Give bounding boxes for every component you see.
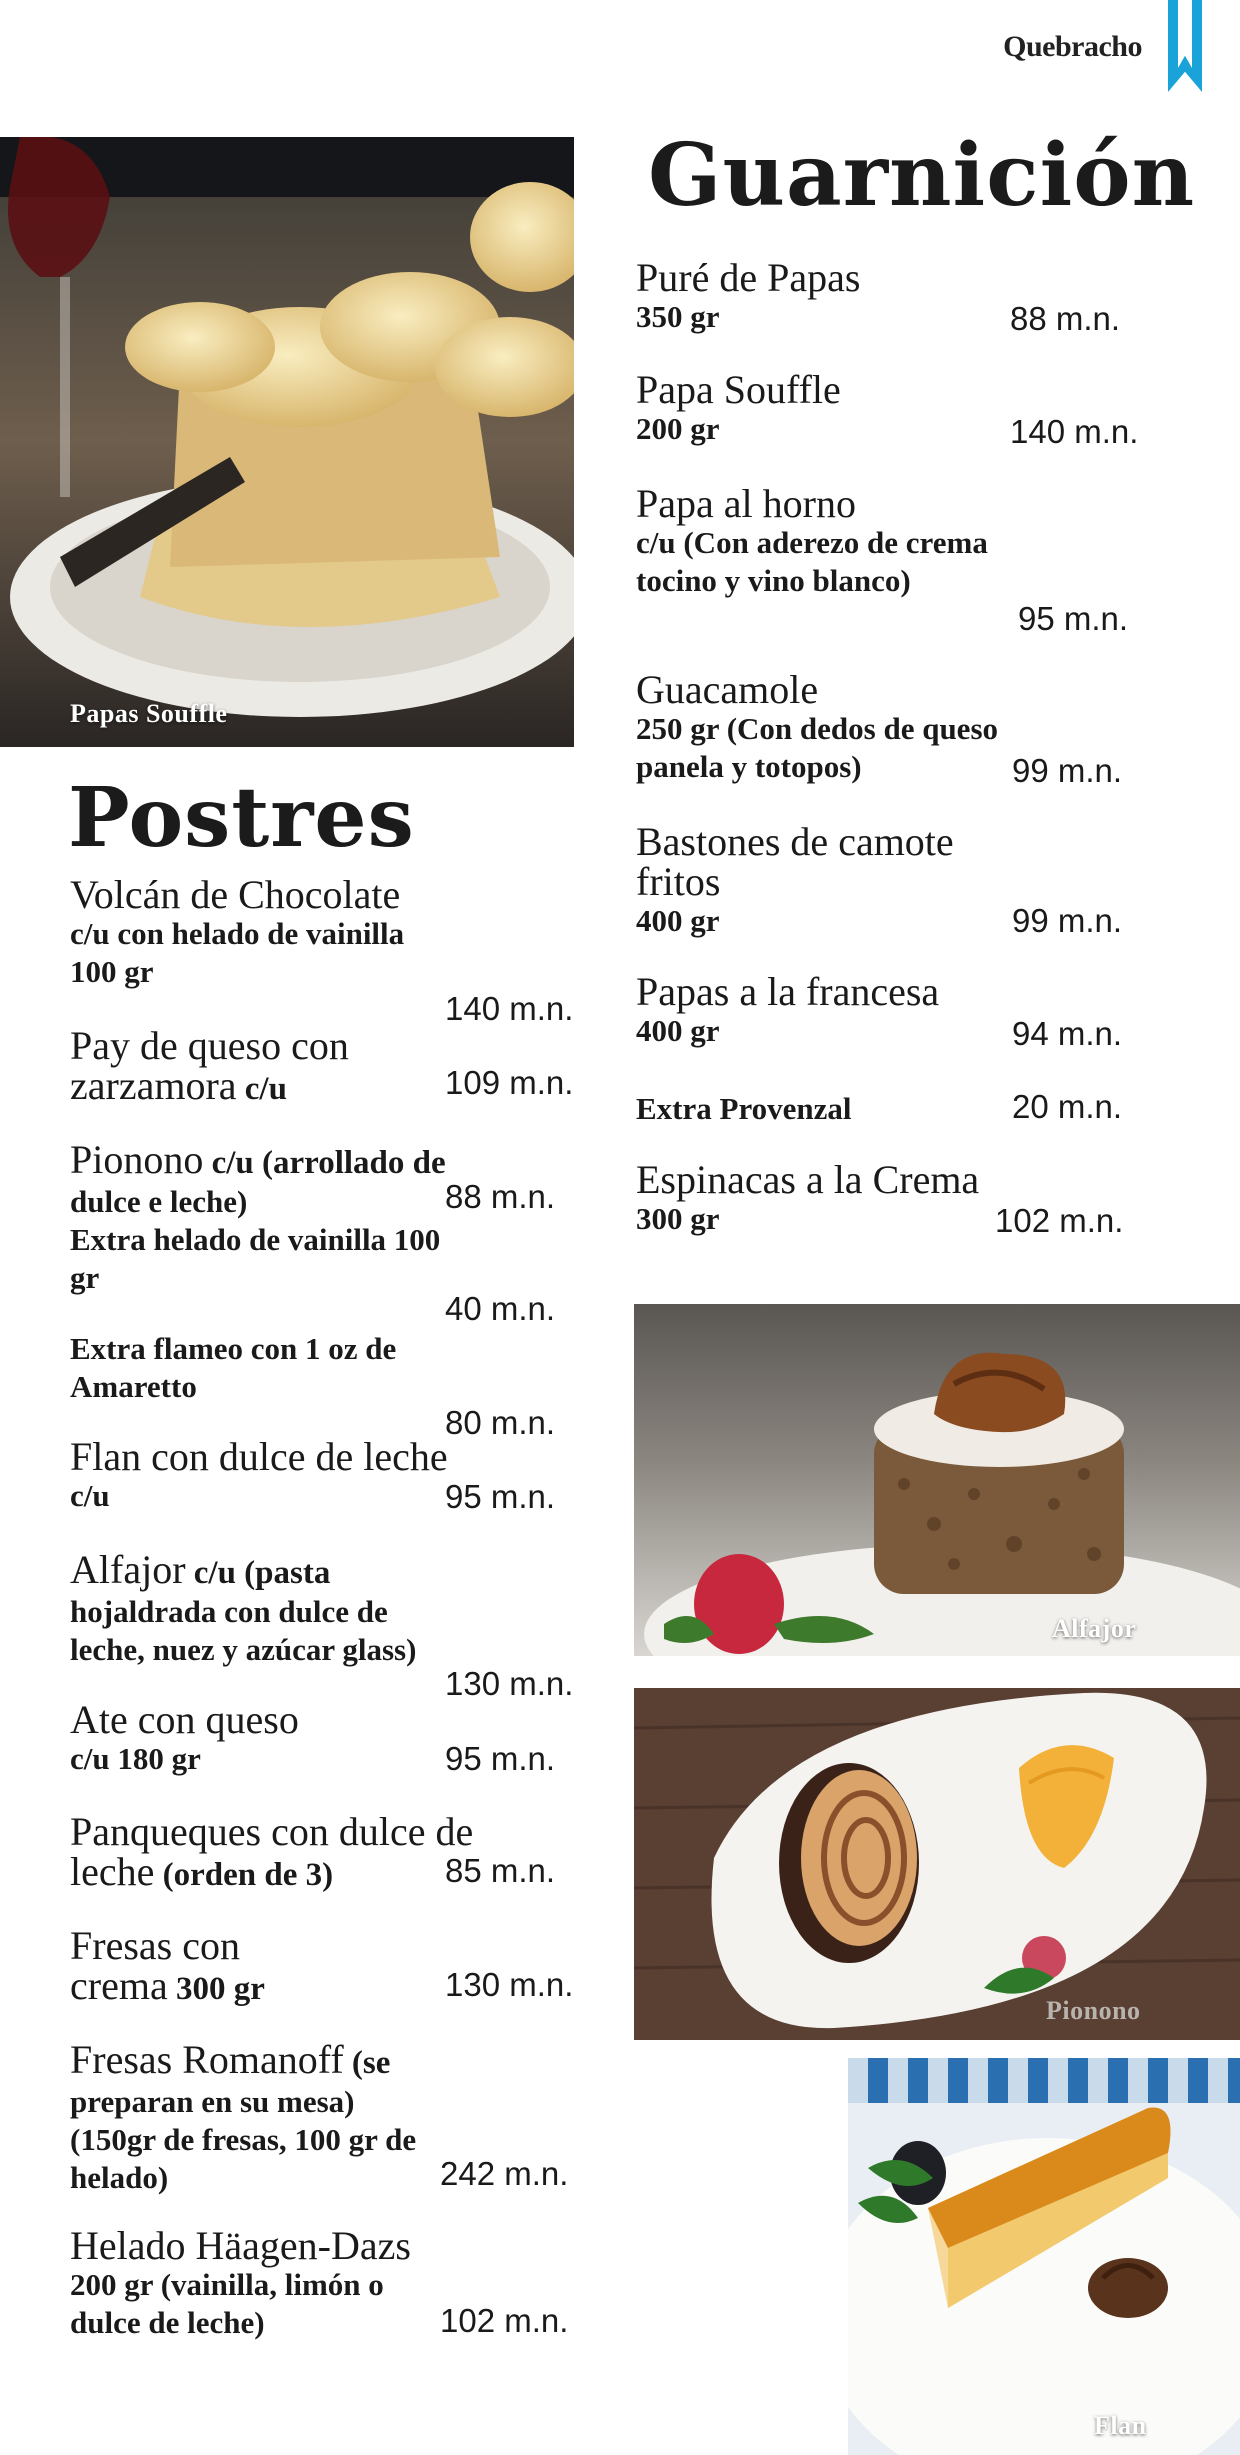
item-price: 102 m.n.: [995, 1202, 1124, 1239]
item-price: 80 m.n.: [445, 1404, 556, 1441]
item-desc: (150gr de fresas, 100 gr de: [70, 2122, 417, 2157]
item-desc: Extra Provenzal: [636, 1091, 852, 1126]
flan-caption: Flan: [1094, 2411, 1147, 2440]
item-name: leche: [70, 1849, 155, 1894]
flan-photo: [848, 2058, 1240, 2455]
menu-item: [636, 1090, 852, 1128]
item-price: 242 m.n.: [440, 2155, 569, 2192]
item-price: 99 m.n.: [1012, 752, 1123, 789]
item-desc: tocino y vino blanco): [636, 563, 911, 598]
brand-name: Quebracho: [1003, 30, 1142, 63]
item-desc: c/u (Con aderezo de crema: [636, 525, 988, 560]
item-name: Papa Souffle: [636, 367, 841, 412]
pionono-photo: [634, 1688, 1240, 2040]
menu-item: [70, 872, 405, 991]
item-price: 88 m.n.: [1010, 300, 1121, 337]
item-name: Papa al horno: [636, 481, 856, 526]
item-price: 130 m.n.: [445, 1665, 574, 1702]
item-desc: panela y totopos): [636, 749, 862, 784]
menu-item: [70, 1697, 299, 1778]
item-name: Papas a la francesa: [636, 969, 940, 1014]
item-desc: Extra helado de vainilla 100: [70, 1222, 441, 1257]
item-desc: c/u: [236, 1071, 287, 1107]
menu-item: [70, 1023, 349, 1109]
menu-item: [70, 1137, 446, 1297]
item-price: 94 m.n.: [1012, 1015, 1123, 1052]
pionono-caption: Pionono: [1046, 1996, 1141, 2025]
item-desc: helado): [70, 2160, 169, 2195]
item-name: Espinacas a la Crema: [636, 1157, 980, 1202]
alfajor-caption: Alfajor: [1052, 1614, 1137, 1643]
guarnicion-title: Guarnición: [648, 125, 1196, 226]
item-desc: c/u con helado de vainilla: [70, 916, 405, 951]
item-price: 99 m.n.: [1012, 902, 1123, 939]
item-name: Alfajor: [70, 1547, 186, 1592]
item-price: 140 m.n.: [1010, 413, 1139, 450]
papas-souffle-caption: Papas Souffle: [70, 699, 228, 728]
menu-item: [70, 1434, 448, 1515]
item-price: 102 m.n.: [440, 2302, 569, 2339]
menu-item: [636, 367, 841, 448]
item-price: 20 m.n.: [1012, 1088, 1123, 1125]
menu-item: [70, 1809, 474, 1895]
menu-item: [636, 667, 999, 786]
menu-item: [636, 969, 940, 1050]
item-name: Pionono: [70, 1137, 204, 1182]
menu-item: [636, 1157, 980, 1238]
item-desc: Amaretto: [70, 1369, 197, 1404]
item-desc: c/u 180 gr: [70, 1741, 201, 1776]
item-price: 95 m.n.: [445, 1740, 556, 1777]
item-name: Panqueques con dulce de: [70, 1809, 474, 1854]
item-name: Bastones de camote: [636, 819, 954, 864]
item-name: Guacamole: [636, 667, 819, 712]
item-desc: preparan en su mesa): [70, 2084, 355, 2119]
papas-souffle-photo: [0, 137, 574, 747]
item-price: 130 m.n.: [445, 1966, 574, 2003]
item-desc: 200 gr (vainilla, limón o: [70, 2267, 384, 2302]
menu-item: [636, 481, 988, 600]
item-desc: gr: [70, 1260, 100, 1295]
item-desc: 300 gr: [636, 1201, 720, 1236]
bookmark-ribbon-icon: [1168, 0, 1202, 92]
item-desc: 100 gr: [70, 954, 154, 989]
menu-item: [70, 1547, 417, 1669]
item-price: 95 m.n.: [445, 1478, 556, 1515]
item-desc: 400 gr: [636, 903, 720, 938]
item-name: Puré de Papas: [636, 255, 861, 300]
menu-item: [636, 819, 954, 940]
postres-title: Postres: [68, 770, 415, 866]
item-price: 109 m.n.: [445, 1064, 574, 1101]
item-price: 85 m.n.: [445, 1852, 556, 1889]
item-desc: hojaldrada con dulce de: [70, 1594, 388, 1629]
item-price: 40 m.n.: [445, 1290, 556, 1327]
menu-item: [70, 1923, 265, 2009]
item-desc: c/u: [70, 1478, 110, 1513]
item-name: crema: [70, 1963, 168, 2008]
item-name: zarzamora: [70, 1063, 237, 1108]
menu-item: [70, 2223, 411, 2342]
item-name: Helado Häagen-Dazs: [70, 2223, 411, 2268]
menu-item: [70, 2037, 417, 2197]
item-name: Flan con dulce de leche: [70, 1434, 448, 1479]
menu-item: [70, 1330, 396, 1406]
alfajor-photo: [634, 1304, 1240, 1656]
item-desc: Extra flameo con 1 oz de: [70, 1331, 397, 1366]
item-desc: (orden de 3): [154, 1857, 334, 1893]
item-price: 95 m.n.: [1018, 600, 1129, 637]
item-desc: 350 gr: [636, 299, 720, 334]
item-desc: 250 gr (Con dedos de queso: [636, 711, 999, 746]
item-desc: leche, nuez y azúcar glass): [70, 1632, 417, 1667]
item-name: fritos: [636, 859, 721, 904]
item-desc: 200 gr: [636, 411, 720, 446]
item-desc: c/u (arrollado de: [203, 1145, 446, 1181]
item-desc: dulce e leche): [70, 1184, 248, 1219]
item-price: 88 m.n.: [445, 1178, 556, 1215]
item-desc: 400 gr: [636, 1013, 720, 1048]
menu-item: [636, 255, 861, 336]
item-name: Fresas Romanoff: [70, 2037, 344, 2082]
item-desc: dulce de leche): [70, 2305, 265, 2340]
item-name: Volcán de Chocolate: [70, 872, 401, 917]
item-name: Ate con queso: [70, 1697, 299, 1742]
item-name: Fresas con: [70, 1923, 240, 1968]
item-name: Pay de queso con: [70, 1023, 349, 1068]
item-desc: 300 gr: [167, 1971, 265, 2007]
item-price: 140 m.n.: [445, 990, 574, 1027]
item-desc: (se: [343, 2045, 391, 2081]
item-desc: c/u (pasta: [185, 1555, 331, 1591]
